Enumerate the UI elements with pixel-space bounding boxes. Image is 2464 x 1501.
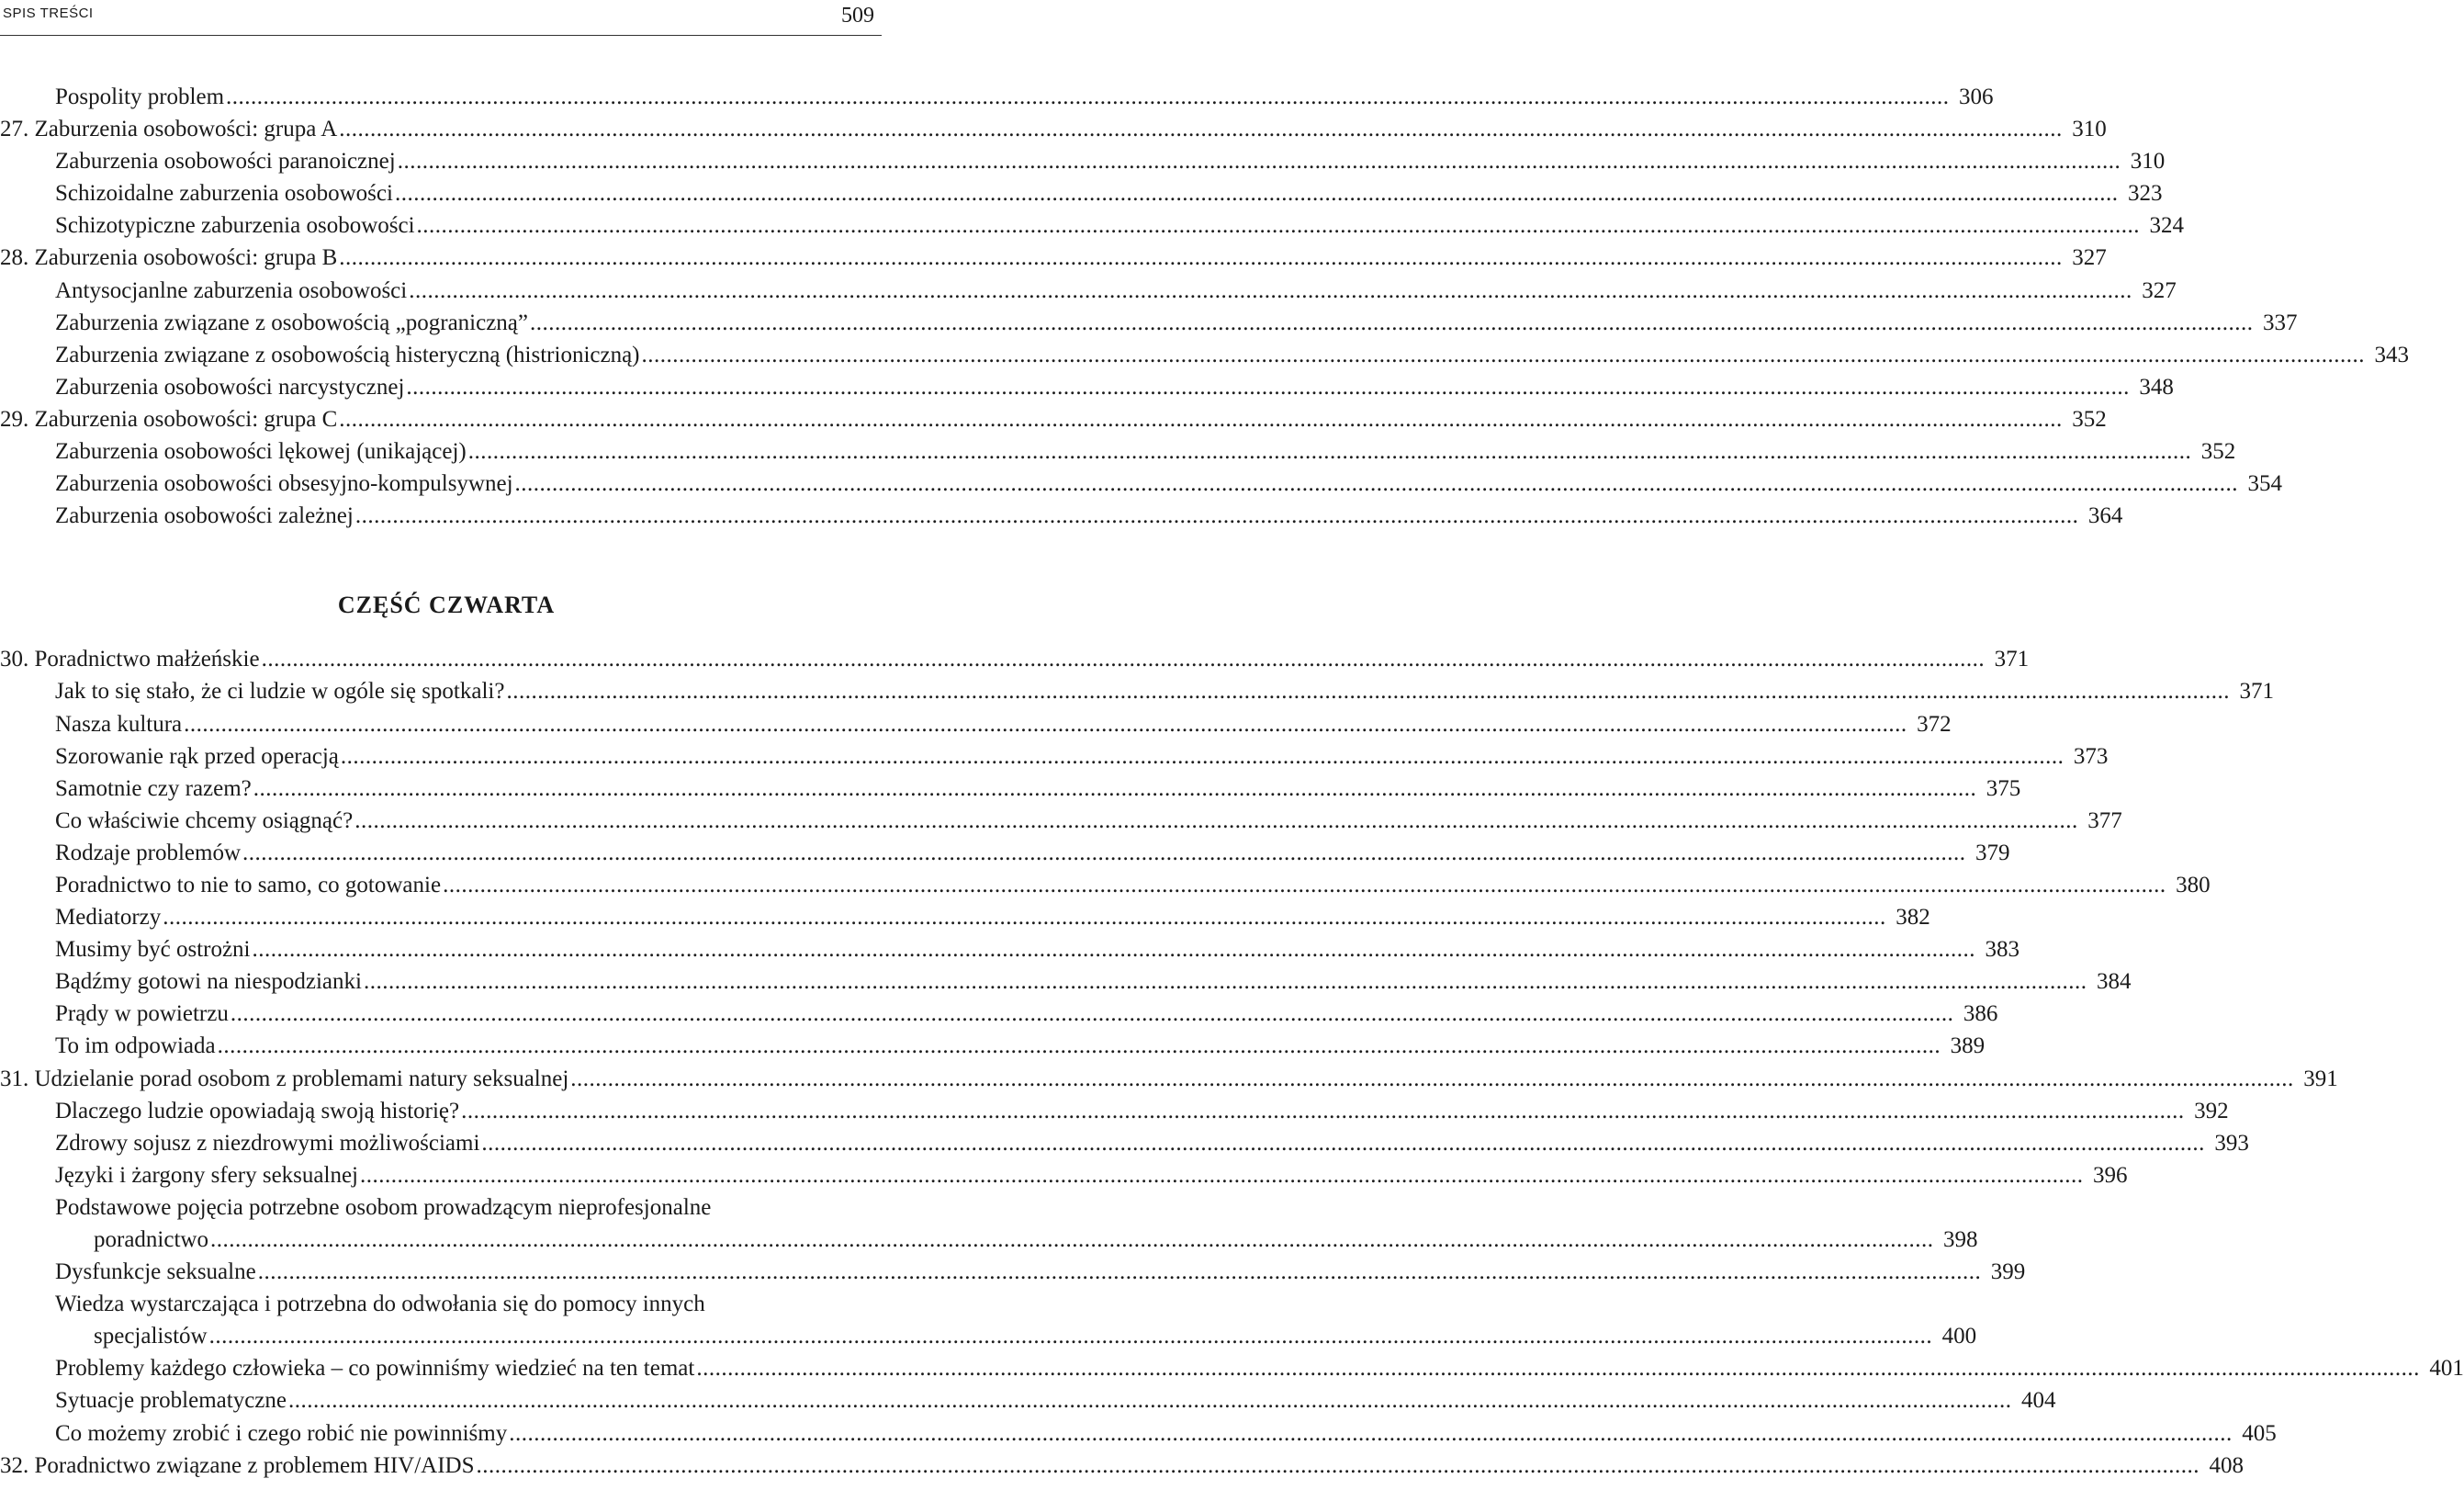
toc-entry — [0, 435, 2236, 468]
toc-section-part-four — [0, 643, 2464, 1481]
toc-entry-title: Zaburzenia osobowości narcystycznej — [55, 374, 405, 400]
toc-entry-title: Szorowanie rąk przed operacją — [55, 743, 339, 769]
toc-entry — [0, 371, 2174, 403]
toc-entry — [0, 805, 2122, 837]
dot-leader: ...................................................................................................................................................................................................................................................................................... — [354, 503, 2079, 529]
toc-entry-page: 310 — [2130, 149, 2166, 175]
toc-entry — [0, 837, 2010, 869]
toc-entry-title: Bądźmy gotowi na niespodzianki — [55, 969, 362, 995]
dot-leader: ...................................................................................................................................................................................................................................................................................... — [397, 149, 2121, 175]
dot-leader: ...................................................................................................................................................................................................................................................................................... — [257, 1259, 1982, 1285]
toc-chapter-entry — [0, 403, 2107, 435]
toc-entry-page: 343 — [2374, 342, 2410, 367]
toc-entry-title: Pospolity problem — [55, 85, 225, 109]
toc-entry-title: Nasza kultura — [55, 711, 183, 737]
page-header — [0, 0, 882, 36]
toc-entry-page: 324 — [2149, 213, 2185, 239]
dot-leader: ...................................................................................................................................................................................................................................................................................... — [226, 85, 1950, 109]
toc-entry — [0, 740, 2109, 773]
toc-entry-title: poradnictwo — [94, 1227, 208, 1252]
toc-entry — [0, 773, 2021, 805]
dot-leader: ...................................................................................................................................................................................................................................................................................... — [461, 1098, 2185, 1123]
toc-entry-page: 310 — [2072, 117, 2107, 142]
table-of-contents — [0, 81, 2464, 1482]
dot-leader: ...................................................................................................................................................................................................................................................................................... — [339, 117, 2063, 142]
toc-entry-page: 383 — [1985, 937, 2020, 963]
toc-entry-page: 386 — [1963, 1001, 1998, 1027]
toc-entry-title: 28. Zaburzenia osobowości: grupa B — [0, 245, 338, 271]
toc-entry-page: 375 — [1986, 775, 2021, 801]
dot-leader: ...................................................................................................................................................................................................................................................................................... — [339, 245, 2063, 271]
toc-entry-title: Dysfunkcje seksualne — [55, 1259, 256, 1285]
toc-entry — [0, 1030, 1986, 1062]
dot-leader: ...................................................................................................................................................................................................................................................................................... — [506, 679, 2230, 705]
dot-leader: ...................................................................................................................................................................................................................................................................................... — [261, 647, 1986, 672]
toc-entry-page: 327 — [2142, 277, 2177, 303]
toc-entry — [0, 998, 1998, 1030]
toc-entry-title: Zdrowy sojusz z niezdrowymi możliwościami — [55, 1130, 480, 1156]
toc-entry — [0, 901, 1930, 933]
dot-leader: ...................................................................................................................................................................................................................................................................................... — [354, 807, 2078, 833]
toc-entry-title: Języki i żargony sfery seksualnej — [55, 1162, 358, 1188]
toc-entry-page: 377 — [2087, 807, 2122, 833]
toc-entry — [0, 1417, 2277, 1450]
toc-entry-page: 405 — [2242, 1420, 2277, 1446]
toc-entry-title: Dlaczego ludzie opowiadają swoją historię? — [55, 1098, 460, 1123]
toc-entry-title: Zaburzenia osobowości paranoicznej — [55, 149, 396, 175]
toc-entry-title: Schizotypiczne zaburzenia osobowości — [55, 213, 415, 239]
toc-section-part-three — [0, 81, 2410, 532]
toc-entry — [0, 1384, 2056, 1416]
toc-entry-title: Zaburzenia osobowości obsesyjno-kompulsywnej — [55, 471, 513, 497]
toc-entry-page: 393 — [2214, 1130, 2249, 1156]
dot-leader: ...................................................................................................................................................................................................................................................................................... — [406, 374, 2130, 400]
dot-leader: ...................................................................................................................................................................................................................................................................................... — [217, 1033, 1941, 1059]
toc-entry-row — [0, 1224, 1978, 1256]
toc-entry-title: Antysocjanlne zaburzenia osobowości — [55, 277, 408, 303]
toc-entry-page: 382 — [1896, 905, 1930, 931]
toc-chapter-entry — [0, 1063, 2338, 1095]
toc-entry-page: 337 — [2263, 310, 2298, 335]
toc-entry-page: 400 — [1941, 1324, 1977, 1349]
toc-entry-title: Musimy być ostrożni — [55, 937, 251, 963]
toc-entry — [0, 1191, 1978, 1256]
toc-entry-title: Rodzaje problemów — [55, 840, 242, 865]
toc-entry-title: Zaburzenia osobowości zależnej — [55, 503, 354, 529]
toc-entry-title: 31. Udzielanie porad osobom z problemami natury seksualnej — [0, 1066, 569, 1091]
dot-leader: ...................................................................................................................................................................................................................................................................................... — [252, 937, 1975, 963]
toc-entry-title: Schizoidalne zaburzenia osobowości — [55, 181, 393, 207]
dot-leader: ...................................................................................................................................................................................................................................................................................... — [481, 1130, 2205, 1156]
toc-chapter-entry — [0, 643, 2030, 675]
toc-entry-title: Sytuacje problematyczne — [55, 1388, 287, 1414]
toc-entry-title: Co właściwie chcemy osiągnąć? — [55, 807, 354, 833]
dot-leader: ...................................................................................................................................................................................................................................................................................... — [696, 1356, 2420, 1382]
toc-entry-title: Zaburzenia osobowości lękowej (unikającej) — [55, 439, 467, 465]
toc-entry-page: 306 — [1959, 85, 1994, 109]
toc-entry-page: 398 — [1942, 1227, 1978, 1252]
toc-entry-title-line: Podstawowe pojęcia potrzebne osobom prowadzącym nieprofesjonalne — [55, 1194, 712, 1220]
toc-entry — [0, 708, 1952, 740]
toc-entry — [0, 81, 1994, 113]
part-heading — [0, 532, 874, 643]
toc-entry-page: 392 — [2194, 1098, 2229, 1123]
toc-entry-page: 396 — [2093, 1162, 2128, 1188]
dot-leader: ...................................................................................................................................................................................................................................................................................... — [339, 406, 2063, 432]
toc-entry — [0, 1352, 2464, 1384]
toc-entry-page: 371 — [1994, 647, 2030, 672]
toc-entry-title: Co możemy zrobić i czego robić nie powinniśmy — [55, 1420, 508, 1446]
toc-entry-title: Samotnie czy razem? — [55, 775, 252, 801]
toc-entry — [0, 965, 2132, 998]
dot-leader: ...................................................................................................................................................................................................................................................................................... — [530, 310, 2254, 335]
toc-entry-page: 373 — [2073, 743, 2109, 769]
toc-entry — [0, 500, 2123, 532]
toc-entry — [0, 177, 2163, 209]
toc-entry-page: 371 — [2239, 679, 2274, 705]
toc-entry — [0, 869, 2211, 901]
toc-entry — [0, 275, 2177, 307]
toc-entry — [0, 209, 2185, 242]
toc-entry — [0, 1127, 2249, 1159]
toc-entry — [0, 307, 2298, 339]
toc-entry-page: 391 — [2303, 1066, 2338, 1091]
dot-leader: ...................................................................................................................................................................................................................................................................................... — [287, 1388, 2012, 1414]
dot-leader: ...................................................................................................................................................................................................................................................................................... — [476, 1452, 2200, 1478]
dot-leader: ...................................................................................................................................................................................................................................................................................... — [209, 1227, 1934, 1252]
toc-entry-title: Zaburzenia związane z osobowością „pograniczną” — [55, 310, 529, 335]
toc-entry-page: 352 — [2072, 406, 2107, 432]
running-head-title: SPIS TREŚCI — [3, 6, 94, 21]
toc-entry — [0, 339, 2410, 371]
toc-entry-title: 30. Poradnictwo małżeńskie — [0, 647, 260, 672]
toc-entry — [0, 675, 2274, 707]
toc-entry-page: 408 — [2209, 1452, 2245, 1478]
toc-entry-title: To im odpowiada — [55, 1033, 216, 1059]
toc-entry-title-line: Wiedza wystarczająca i potrzebna do odwołania się do pomocy innych — [55, 1292, 705, 1317]
toc-entry — [0, 1256, 2026, 1288]
dot-leader: ...................................................................................................................................................................................................................................................................................... — [360, 1162, 2084, 1188]
dot-leader: ...................................................................................................................................................................................................................................................................................... — [416, 213, 2141, 239]
toc-entry-title: Problemy każdego człowieka – co powinniśmy wiedzieć na ten temat — [55, 1356, 695, 1382]
dot-leader: ...................................................................................................................................................................................................................................................................................... — [340, 743, 2065, 769]
toc-chapter-entry — [0, 1450, 2245, 1482]
toc-entry — [0, 933, 2020, 965]
dot-leader: ...................................................................................................................................................................................................................................................................................... — [253, 775, 1977, 801]
part-heading-text: CZĘŚĆ CZWARTA — [337, 592, 556, 619]
toc-entry-page: 354 — [2247, 471, 2283, 497]
toc-entry-page: 401 — [2429, 1356, 2464, 1382]
toc-entry-page: 384 — [2096, 969, 2132, 995]
toc-entry — [0, 1288, 1977, 1352]
toc-entry-page: 389 — [1950, 1033, 1986, 1059]
toc-entry-page: 352 — [2200, 439, 2236, 465]
toc-entry-page: 379 — [1975, 840, 2010, 865]
toc-entry-title: Prądy w powietrzu — [55, 1001, 229, 1027]
toc-entry-title: specjalistów — [94, 1324, 208, 1349]
dot-leader: ...................................................................................................................................................................................................................................................................................... — [363, 969, 2087, 995]
dot-leader: ...................................................................................................................................................................................................................................................................................... — [467, 439, 2192, 465]
toc-chapter-entry — [0, 242, 2107, 274]
page-number: 509 — [841, 4, 874, 28]
toc-entry-page: 404 — [2020, 1388, 2056, 1414]
dot-leader: ...................................................................................................................................................................................................................................................................................... — [570, 1066, 2294, 1091]
toc-entry-page: 399 — [1990, 1259, 2026, 1285]
dot-leader: ...................................................................................................................................................................................................................................................................................... — [509, 1420, 2233, 1446]
toc-entry-page: 323 — [2127, 181, 2163, 207]
dot-leader: ...................................................................................................................................................................................................................................................................................... — [514, 471, 2239, 497]
dot-leader: ...................................................................................................................................................................................................................................................................................... — [409, 277, 2132, 303]
toc-entry-title: Jak to się stało, że ci ludzie w ogóle się spotkali? — [55, 679, 505, 705]
toc-entry — [0, 145, 2166, 177]
toc-entry-page: 364 — [2087, 503, 2123, 529]
toc-entry-page: 372 — [1917, 711, 1952, 737]
toc-entry-page: 348 — [2139, 374, 2174, 400]
dot-leader: ...................................................................................................................................................................................................................................................................................... — [184, 711, 1907, 737]
toc-entry-title: 32. Poradnictwo związane z problemem HIV/AIDS — [0, 1452, 475, 1478]
dot-leader: ...................................................................................................................................................................................................................................................................................... — [641, 342, 2366, 367]
toc-entry — [0, 1159, 2128, 1191]
dot-leader: ...................................................................................................................................................................................................................................................................................... — [394, 181, 2119, 207]
dot-leader: ...................................................................................................................................................................................................................................................................................... — [242, 840, 1966, 865]
toc-entry-title: 27. Zaburzenia osobowości: grupa A — [0, 117, 338, 142]
toc-entry — [0, 1095, 2229, 1127]
toc-entry-title: Zaburzenia związane z osobowością histeryczną (histrioniczną) — [55, 342, 640, 367]
dot-leader: ...................................................................................................................................................................................................................................................................................... — [443, 872, 2166, 897]
dot-leader: ...................................................................................................................................................................................................................................................................................... — [230, 1001, 1954, 1027]
toc-entry-page: 327 — [2072, 245, 2107, 271]
toc-entry-title: 29. Zaburzenia osobowości: grupa C — [0, 406, 338, 432]
dot-leader: ...................................................................................................................................................................................................................................................................................... — [208, 1324, 1933, 1349]
toc-entry-title: Poradnictwo to nie to samo, co gotowanie — [55, 872, 442, 897]
dot-leader: ...................................................................................................................................................................................................................................................................................... — [163, 905, 1886, 931]
toc-entry-title: Mediatorzy — [55, 905, 162, 931]
toc-entry-page: 380 — [2176, 872, 2211, 897]
toc-entry — [0, 468, 2283, 500]
toc-entry-row — [0, 1320, 1977, 1352]
toc-chapter-entry — [0, 113, 2107, 145]
